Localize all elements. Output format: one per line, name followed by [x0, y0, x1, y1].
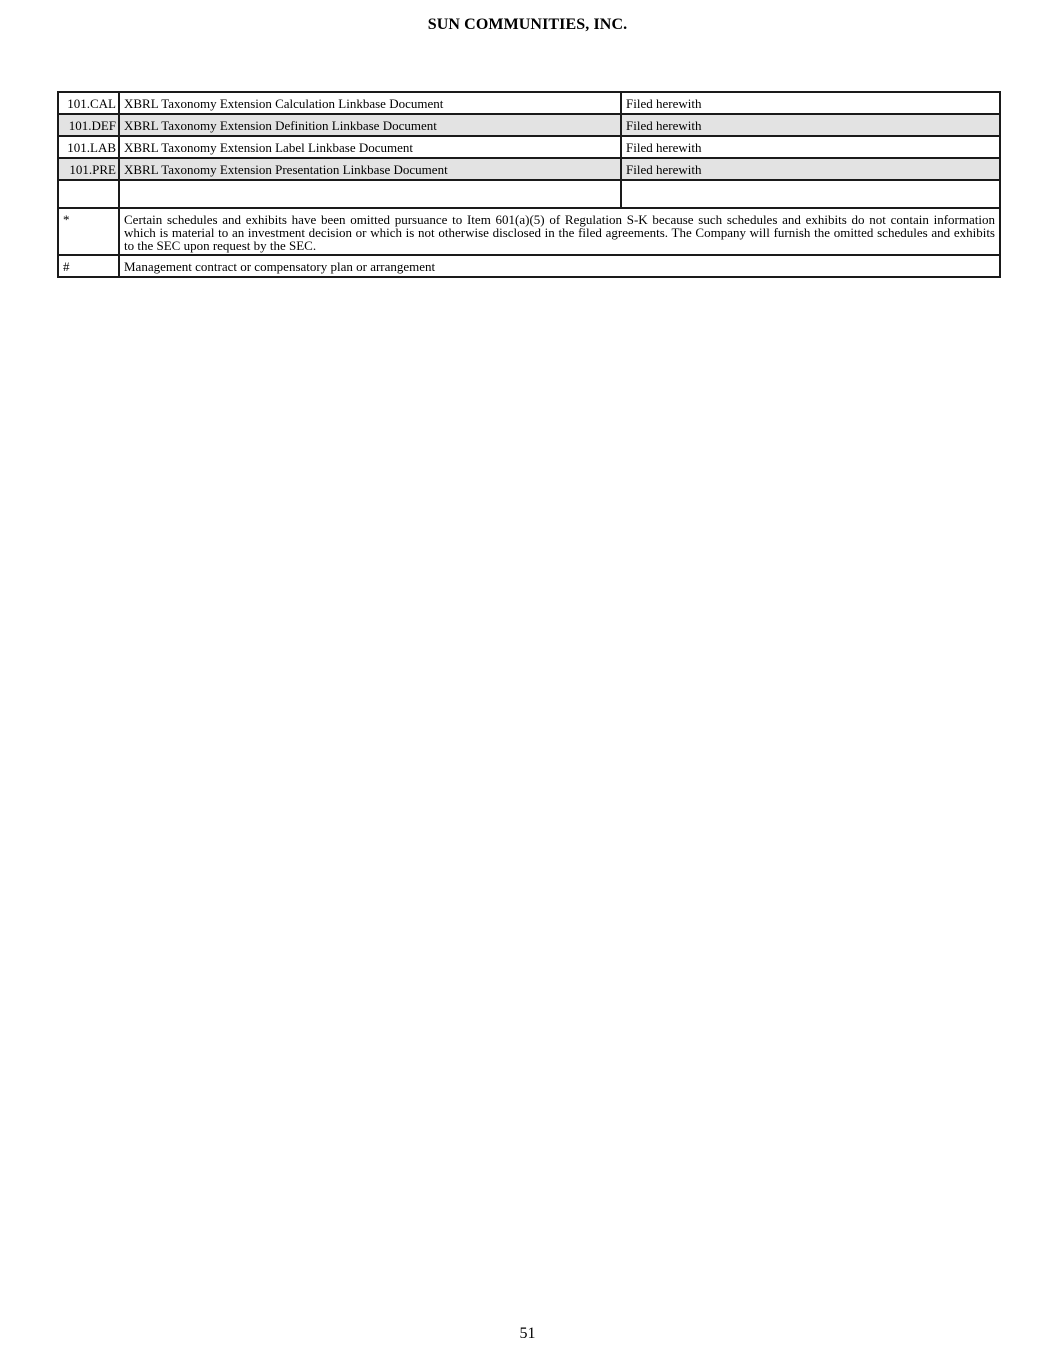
exhibit-description: XBRL Taxonomy Extension Calculation Linkbase Document	[119, 92, 621, 114]
exhibit-description: XBRL Taxonomy Extension Label Linkbase Document	[119, 136, 621, 158]
exhibit-number: 101.DEF	[58, 114, 119, 136]
note-symbol: #	[58, 255, 119, 277]
note-symbol: *	[58, 208, 119, 255]
note-row	[58, 208, 1000, 255]
page-header: SUN COMMUNITIES, INC.	[427, 16, 628, 33]
note-text: Management contract or compensatory plan or arrangement	[119, 255, 1000, 277]
filing-method: Filed herewith	[621, 158, 1000, 180]
exhibit-description: XBRL Taxonomy Extension Presentation Linkbase Document	[119, 158, 621, 180]
filing-method: Filed herewith	[621, 92, 1000, 114]
table-row	[58, 114, 1000, 136]
exhibit-number: 101.CAL	[58, 92, 119, 114]
filing-method: Filed herewith	[621, 136, 1000, 158]
filing-method: Filed herewith	[621, 114, 1000, 136]
exhibits-table	[57, 91, 1001, 278]
exhibit-number: 101.LAB	[58, 136, 119, 158]
empty-cell	[119, 180, 621, 208]
note-text: Certain schedules and exhibits have been omitted pursuance to Item 601(a)(5) of Regulation S-K because such schedules and exhibits do not contain information which is material to an investment decision or which is not otherwise disclosed in the filed agreements. The Company will furnish the omitted schedules and exhibits to the SEC upon request by the SEC.	[119, 208, 1000, 255]
table-row	[58, 158, 1000, 180]
note-row	[58, 255, 1000, 277]
table-row	[58, 136, 1000, 158]
exhibit-description: XBRL Taxonomy Extension Definition Linkbase Document	[119, 114, 621, 136]
empty-row	[58, 180, 1000, 208]
page-number: 51	[519, 1325, 536, 1342]
exhibit-number: 101.PRE	[58, 158, 119, 180]
empty-cell	[621, 180, 1000, 208]
table-row	[58, 92, 1000, 114]
empty-cell	[58, 180, 119, 208]
